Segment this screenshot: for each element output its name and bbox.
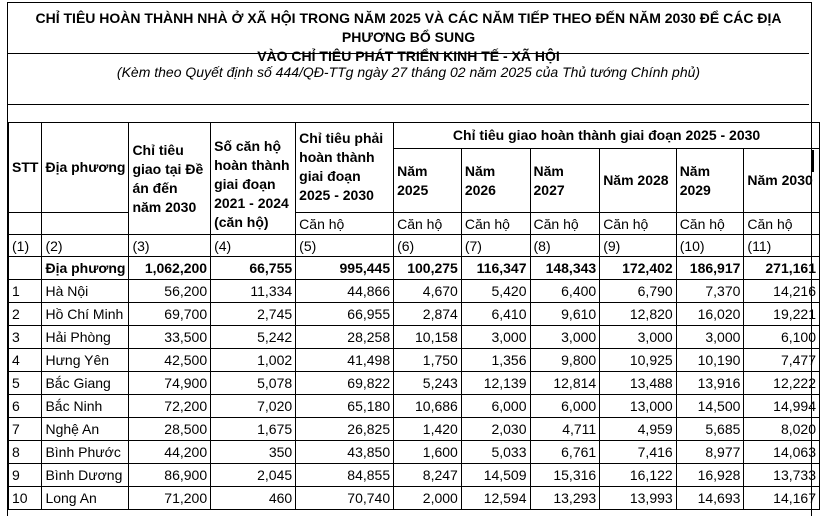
row-value: 8,020 [744,418,820,441]
row-stt: 4 [9,349,42,372]
row-value: 5,243 [394,372,462,395]
header-year-2030: Năm 2030 [744,149,820,213]
row-value: 41,498 [296,349,394,372]
row-value: 6,790 [600,280,677,303]
row-province-name: Hải Phòng [42,326,129,349]
row-stt: 5 [9,372,42,395]
header-year-2027: Năm 2027 [530,149,600,213]
row-value: 3,000 [676,326,744,349]
total-value: 116,347 [461,257,530,280]
title-divider [8,53,809,54]
unit-cell: Căn hộ [676,213,744,235]
document-title [8,3,809,64]
row-value: 86,900 [129,464,211,487]
column-index-row [9,235,820,257]
title-line-2: VÀO CHỈ TIÊU PHÁT TRIỂN KINH TẾ - XÃ HỘI [257,48,560,64]
total-value: 186,917 [676,257,744,280]
row-province-name: Nghệ An [42,418,129,441]
row-value: 460 [211,487,296,510]
row-value: 2,000 [394,487,462,510]
row-value: 10,925 [600,349,677,372]
row-value: 16,928 [676,464,744,487]
row-value: 2,745 [211,303,296,326]
table-row [9,372,820,395]
row-province-name: Hồ Chí Minh [42,303,129,326]
row-value: 28,258 [296,326,394,349]
unit-cell: Căn hộ [600,213,677,235]
row-province-name: Bắc Ninh [42,395,129,418]
row-value: 10,686 [394,395,462,418]
row-stt: 3 [9,326,42,349]
row-value: 16,020 [676,303,744,326]
header-year-2026: Năm 2026 [461,149,530,213]
row-value: 9,610 [530,303,600,326]
row-value: 69,700 [129,303,211,326]
col-index: (2) [42,235,129,257]
header-so-can-ho: Số căn hộ hoàn thành giai đoạn 2021 - 2024 (căn hộ) [211,123,296,235]
row-value: 14,167 [744,487,820,510]
title-line-1: CHỈ TIÊU HOÀN THÀNH NHÀ Ở XÃ HỘI TRONG NĂM 2025 VÀ CÁC NĂM TIẾP THEO ĐẾN NĂM 2030 ĐỂ CÁC ĐỊA PHƯƠNG BỔ SUNG [35,10,782,45]
row-stt: 8 [9,441,42,464]
row-province-name: Hà Nội [42,280,129,303]
col-index: (7) [461,235,530,257]
header-chi-tieu-de-an: Chỉ tiêu giao tại Đề án đến năm 2030 [129,123,211,235]
col-index: (10) [676,235,744,257]
row-value: 43,850 [296,441,394,464]
row-value: 56,200 [129,280,211,303]
row-stt: 9 [9,464,42,487]
row-value: 12,594 [461,487,530,510]
row-value: 14,063 [744,441,820,464]
total-value: 66,755 [211,257,296,280]
row-province-name: Bình Phước [42,441,129,464]
row-value: 1,002 [211,349,296,372]
unit-cell: Căn hộ [394,213,462,235]
col-index: (9) [600,235,677,257]
row-value: 5,033 [461,441,530,464]
total-value: 271,161 [744,257,820,280]
row-value: 42,500 [129,349,211,372]
unit-cell: Căn hộ [744,213,820,235]
document-subtitle: (Kèm theo Quyết định số 444/QĐ-TTg ngày 27 tháng 02 năm 2025 của Thủ tướng Chính phủ) [116,64,701,80]
row-value: 33,500 [129,326,211,349]
row-province-name: Long An [42,487,129,510]
row-value: 8,247 [394,464,462,487]
row-value: 1,750 [394,349,462,372]
col-index: (8) [530,235,600,257]
unit-cell: Căn hộ [461,213,530,235]
row-value: 14,509 [461,464,530,487]
col-index: (11) [744,235,820,257]
row-province-name: Hưng Yên [42,349,129,372]
row-value: 1,600 [394,441,462,464]
row-province-name: Bắc Giang [42,372,129,395]
table-row [9,464,820,487]
row-value: 4,670 [394,280,462,303]
header-row-group [9,123,820,149]
col-index: (4) [211,235,296,257]
row-value: 5,420 [461,280,530,303]
row-value: 6,400 [530,280,600,303]
row-value: 8,977 [676,441,744,464]
row-value: 6,761 [530,441,600,464]
housing-target-table [8,122,820,510]
row-value: 44,200 [129,441,211,464]
table-row [9,441,820,464]
row-value: 69,822 [296,372,394,395]
row-value: 2,045 [211,464,296,487]
row-value: 14,693 [676,487,744,510]
row-value: 28,500 [129,418,211,441]
row-value: 6,100 [744,326,820,349]
header-group-2025-2030: Chỉ tiêu giao hoàn thành giai đoạn 2025 - 2030 [394,123,820,149]
row-value: 5,685 [676,418,744,441]
table-row [9,487,820,510]
row-stt: 6 [9,395,42,418]
row-value: 11,334 [211,280,296,303]
total-value: 172,402 [600,257,677,280]
row-stt: 2 [9,303,42,326]
row-value: 2,874 [394,303,462,326]
row-value: 12,222 [744,372,820,395]
row-value: 19,221 [744,303,820,326]
row-value: 6,410 [461,303,530,326]
row-value: 5,078 [211,372,296,395]
row-value: 72,200 [129,395,211,418]
row-province-name: Bình Dương [42,464,129,487]
row-value: 7,370 [676,280,744,303]
row-value: 4,711 [530,418,600,441]
row-value: 3,000 [461,326,530,349]
row-value: 1,356 [461,349,530,372]
table-row [9,418,820,441]
row-value: 44,866 [296,280,394,303]
row-value: 10,190 [676,349,744,372]
row-stt: 1 [9,280,42,303]
table-row [9,303,820,326]
row-value: 65,180 [296,395,394,418]
row-value: 26,825 [296,418,394,441]
row-value: 5,242 [211,326,296,349]
header-chi-tieu-phai-hoan-thanh: Chỉ tiêu phải hoàn thành giai đoạn 2025 - 2030 [296,123,394,213]
unit-cell: Căn hộ [530,213,600,235]
row-value: 14,500 [676,395,744,418]
row-value: 71,200 [129,487,211,510]
row-value: 66,955 [296,303,394,326]
col-index: (6) [394,235,462,257]
total-value: 995,445 [296,257,394,280]
row-value: 13,488 [600,372,677,395]
row-value: 7,020 [211,395,296,418]
row-value: 13,733 [744,464,820,487]
subtitle-divider [8,104,809,105]
col-index: (5) [296,235,394,257]
row-value: 3,000 [600,326,677,349]
unit-cell-empty [42,213,129,235]
row-value: 350 [211,441,296,464]
header-dia-phuong: Địa phương [42,123,129,213]
row-stt: 7 [9,418,42,441]
col-index: (1) [9,235,42,257]
unit-cell: Căn hộ [296,213,394,235]
row-value: 1,420 [394,418,462,441]
unit-cell-empty [9,213,42,235]
row-value: 13,916 [676,372,744,395]
row-value: 12,814 [530,372,600,395]
row-value: 12,139 [461,372,530,395]
row-value: 7,477 [744,349,820,372]
row-value: 14,994 [744,395,820,418]
col-index: (3) [129,235,211,257]
total-value: 100,275 [394,257,462,280]
header-year-2028: Năm 2028 [600,149,677,213]
row-value: 15,316 [530,464,600,487]
total-value: 148,343 [530,257,600,280]
row-value: 9,800 [530,349,600,372]
row-value: 16,122 [600,464,677,487]
table-row [9,395,820,418]
row-value: 7,416 [600,441,677,464]
total-value: 1,062,200 [129,257,211,280]
row-value: 4,959 [600,418,677,441]
header-year-2029: Năm 2029 [676,149,744,213]
total-row [9,257,820,280]
table-row [9,326,820,349]
row-value: 14,216 [744,280,820,303]
table-row [9,349,820,372]
row-value: 3,000 [530,326,600,349]
total-label: Địa phương [42,257,129,280]
row-value: 10,158 [394,326,462,349]
row-value: 84,855 [296,464,394,487]
row-stt: 10 [9,487,42,510]
row-value: 13,293 [530,487,600,510]
row-value: 2,030 [461,418,530,441]
row-value: 12,820 [600,303,677,326]
total-stt [9,257,42,280]
row-value: 6,000 [461,395,530,418]
row-value: 6,000 [530,395,600,418]
table-row [9,280,820,303]
header-stt: STT [9,123,42,213]
row-value: 1,675 [211,418,296,441]
header-year-2025: Năm 2025 [394,149,462,213]
row-value: 74,900 [129,372,211,395]
row-value: 70,740 [296,487,394,510]
row-value: 13,000 [600,395,677,418]
row-value: 13,993 [600,487,677,510]
